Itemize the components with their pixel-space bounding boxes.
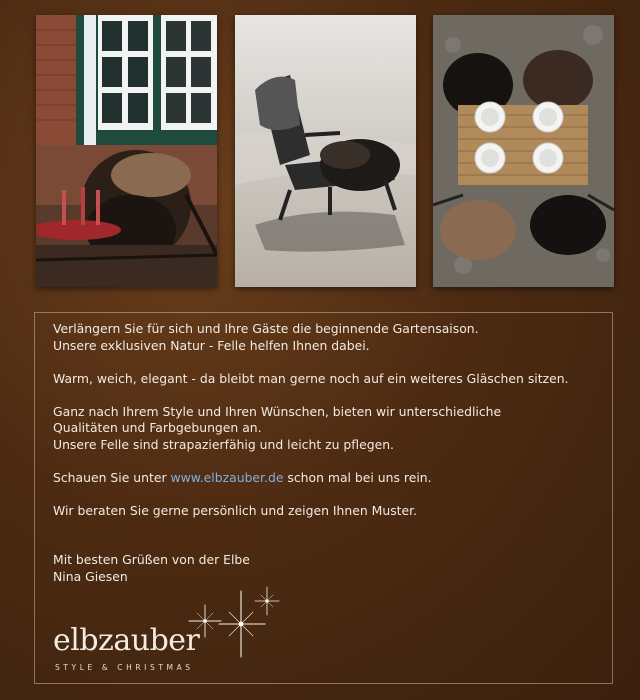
paragraph-3-line-2: Qualitäten und Farbgebungen an. — [53, 420, 262, 435]
paragraph-3-line-1: Ganz nach Ihrem Style und Ihren Wünschen, bieten wir unterschiedliche — [53, 403, 502, 419]
paragraph-3-line-3: Unsere Felle sind strapazierfähig und leicht zu pflegen. — [53, 436, 394, 452]
paragraph-4-after: schon mal bei uns rein. — [283, 469, 432, 485]
letter-box — [34, 312, 613, 684]
garden-table-photo — [36, 15, 217, 287]
elbzauber-logo — [53, 585, 293, 675]
paragraph-4 — [53, 470, 598, 487]
paragraph-4-before: Schauen Sie unter — [53, 469, 171, 485]
table-topview-photo — [433, 15, 614, 287]
photo-strip — [36, 15, 616, 287]
paragraph-1-line-2: Unsere exklusiven Natur - Felle helfen Ihnen dabei. — [53, 337, 370, 353]
logo-wordmark: elbzauber — [53, 623, 200, 658]
beach-chair-photo — [235, 15, 416, 287]
closing-line-1: Mit besten Grüßen von der Elbe — [53, 552, 250, 567]
paragraph-1-line-1: Verlängern Sie für sich und Ihre Gäste die beginnende Gartensaison. — [53, 321, 479, 336]
website-link[interactable]: www.elbzauber.de — [170, 469, 284, 485]
paragraph-5: Wir beraten Sie gerne persönlich und zeigen Ihnen Muster. — [53, 502, 418, 518]
logo-tagline: STYLE & CHRISTMAS — [55, 663, 194, 672]
letter-text — [53, 321, 598, 585]
closing-signature: Nina Giesen — [53, 568, 128, 584]
paragraph-2: Warm, weich, elegant - da bleibt man gerne noch auf ein weiteres Gläschen sitzen. — [53, 370, 569, 386]
